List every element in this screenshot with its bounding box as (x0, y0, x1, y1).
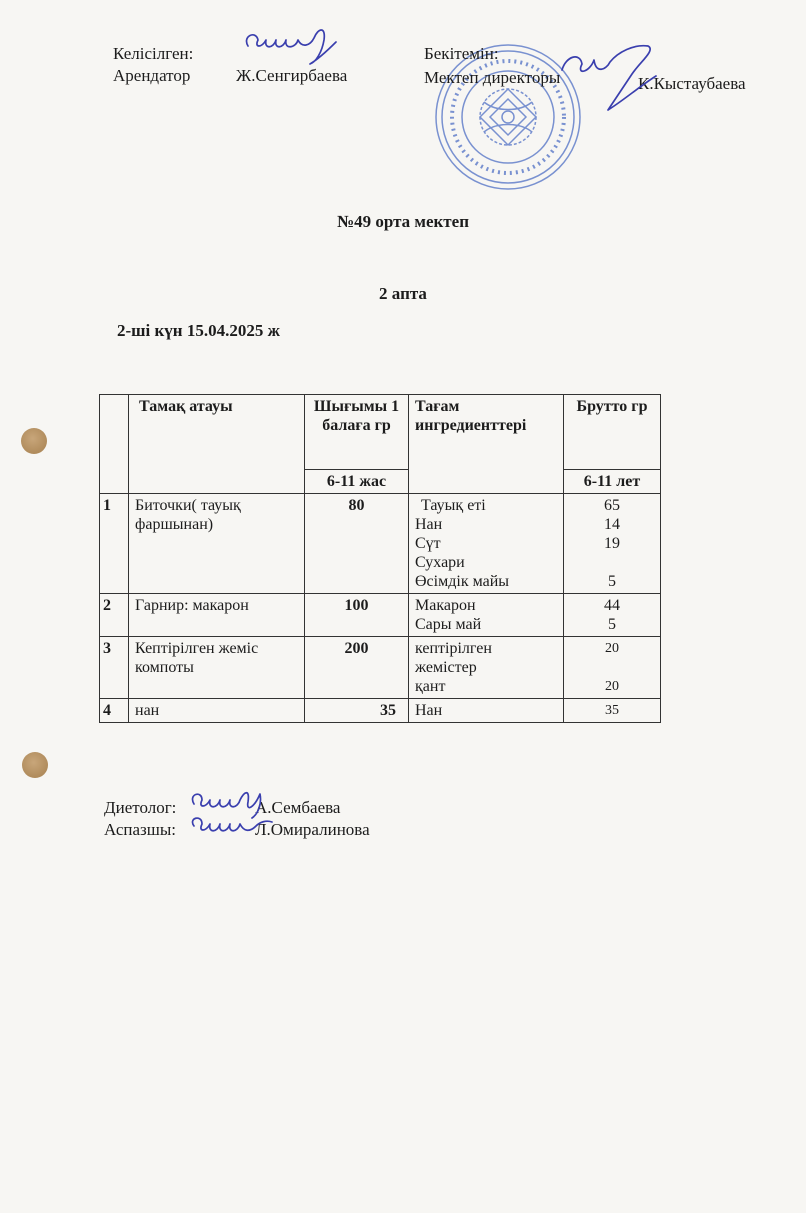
signature-cook (186, 810, 276, 842)
gross-value: 19 (604, 535, 620, 552)
approval-right-name: К.Кыстаубаева (638, 74, 746, 93)
dish-name: Гарнир: макарон (129, 594, 305, 637)
dish-ingredients (409, 594, 564, 637)
ingredient: Нан (415, 516, 443, 533)
gross-value: 5 (608, 616, 616, 633)
gross-value: 20 (605, 641, 619, 656)
punch-hole-bottom (22, 752, 48, 778)
dish-ingredients (409, 637, 564, 699)
dish-gross (564, 494, 661, 594)
table-row (100, 699, 661, 723)
dish-yield: 80 (305, 494, 409, 594)
gross-value (570, 553, 654, 572)
table-row (100, 494, 661, 594)
gross-value (570, 658, 654, 677)
dish-yield: 35 (305, 699, 409, 723)
punch-hole-top (21, 428, 47, 454)
menu-table (99, 394, 661, 723)
approval-right-title: Бекітемін: (424, 44, 499, 63)
dish-yield: 100 (305, 594, 409, 637)
ingredient: кептірілген жемістер (415, 640, 492, 676)
gross-value: 5 (608, 573, 616, 590)
ingredient: қант (415, 678, 446, 695)
signature-left (240, 18, 340, 68)
cook-name: Л.Омиралинова (255, 820, 370, 839)
ingredient: Өсімдік майы (415, 573, 510, 590)
day-date-line: 2-ші күн 15.04.2025 ж (117, 321, 280, 340)
dish-ingredients (409, 494, 564, 594)
row-number: 2 (100, 594, 129, 637)
ingredient: Нан (415, 702, 443, 719)
dish-ingredients (409, 699, 564, 723)
dish-gross (564, 699, 661, 723)
subheader-yield-age: 6-11 жас (305, 470, 409, 494)
dish-name: Кептірілген жеміс компоты (129, 637, 305, 699)
dietitian-label: Диетолог: (104, 798, 177, 817)
header-gross: Брутто гр (564, 395, 661, 470)
gross-value: 35 (605, 703, 619, 718)
gross-value: 65 (604, 497, 620, 514)
signature-right (556, 40, 666, 120)
gross-value: 44 (604, 597, 620, 614)
row-number: 3 (100, 637, 129, 699)
header-yield: Шығымы 1 балаға гр (305, 395, 409, 470)
approval-right-role: Мектеп директоры (424, 68, 561, 87)
ingredient: Сүт (415, 535, 441, 552)
header-ingredients: Тағам ингредиенттері (409, 395, 564, 494)
ingredient: Макарон (415, 597, 476, 614)
dish-yield: 200 (305, 637, 409, 699)
approval-left-role: Арендатор (113, 66, 191, 85)
approval-left-name: Ж.Сенгирбаева (236, 66, 348, 85)
row-number: 4 (100, 699, 129, 723)
approval-left-title: Келісілген: (113, 44, 194, 63)
gross-value: 20 (605, 679, 619, 694)
cook-label: Аспазшы: (104, 820, 176, 839)
dietitian-name: А.Сембаева (255, 798, 341, 817)
ingredient: Тауық еті (421, 497, 486, 514)
table-row (100, 637, 661, 699)
dish-name: Биточки( тауық фаршынан) (129, 494, 305, 594)
table-header-row (100, 395, 661, 470)
week-title: 2 апта (379, 284, 427, 303)
dish-name: нан (129, 699, 305, 723)
ingredient: Сары май (415, 616, 482, 633)
dish-gross (564, 637, 661, 699)
header-num-cell (100, 395, 129, 494)
ingredient: Сухари (415, 554, 465, 571)
subheader-gross-age: 6-11 лет (564, 470, 661, 494)
row-number: 1 (100, 494, 129, 594)
dish-gross (564, 594, 661, 637)
school-title: №49 орта мектеп (337, 212, 469, 231)
gross-value: 14 (604, 516, 620, 533)
header-name: Тамақ атауы (129, 395, 305, 494)
table-row (100, 594, 661, 637)
